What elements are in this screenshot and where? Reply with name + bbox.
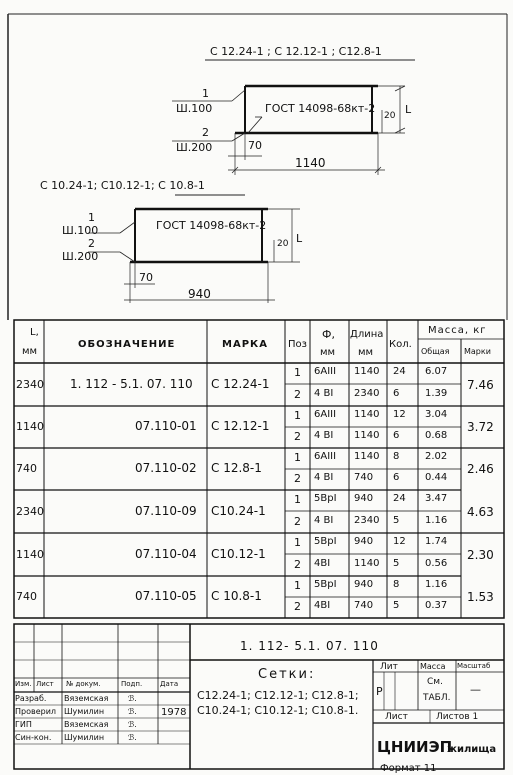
row-length: 740 [354, 600, 374, 611]
hdr-designation: ОБОЗНАЧЕНИЕ [78, 339, 176, 350]
doc-code: 1. 112- 5.1. 07. 110 [240, 639, 379, 653]
row-pos: 2 [294, 557, 301, 571]
role-sign: ℬ. [128, 707, 137, 716]
row-mark: С 12.24-1 [211, 376, 270, 391]
row-mass-mark: 7.46 [467, 377, 494, 392]
row-pos: 1 [294, 536, 301, 549]
row-designation: 07.110-09 [135, 503, 197, 518]
row-length: 1140 [354, 557, 380, 569]
row-designation: 07.110-01 [135, 419, 197, 433]
mid-bar1-label: 1 [88, 211, 95, 224]
hdr-pos: Поз [288, 339, 307, 350]
hdr-mass: Масса, кг [428, 325, 487, 336]
row-pos: 1 [294, 493, 301, 506]
mass-value-2: ТАБЛ. [423, 693, 451, 703]
mid-dim-length: 940 [188, 287, 211, 301]
row-diam: 4ВI [314, 600, 331, 611]
mid-gost: ГОСТ 14098-68кт-2 [156, 219, 267, 232]
row-pos: 2 [294, 472, 301, 485]
col-list: Лист [36, 680, 54, 688]
role-label: ГИП [15, 720, 32, 729]
row-mass-mark: 2.30 [467, 547, 494, 562]
role-sign: ℬ. [128, 720, 137, 729]
role-label: Разраб. [15, 694, 47, 703]
top-dim-length: 1140 [295, 156, 326, 170]
row-mark: С10.24-1 [211, 503, 266, 518]
mass-label: Масса [420, 662, 446, 671]
row-qty: 5 [393, 514, 400, 526]
row-pos: 1 [294, 366, 301, 379]
row-qty: 12 [393, 409, 406, 420]
hdr-qty: Кол. [389, 339, 412, 350]
top-dim-70: 70 [248, 139, 262, 152]
col-doc: № докум. [66, 680, 101, 688]
row-length: 940 [354, 579, 374, 590]
row-mass: 0.56 [425, 557, 448, 569]
mid-dim-70: 70 [139, 271, 153, 284]
role-label: Проверил [15, 707, 57, 716]
row-L: 1140 [16, 547, 44, 561]
hdr-l-unit: мм [22, 346, 38, 357]
col-date: Дата [160, 680, 179, 688]
mid-dim-L: L [296, 232, 303, 245]
mid-bar2-spec: Ш.200 [62, 250, 99, 263]
row-L: 740 [16, 462, 37, 475]
row-length: 740 [354, 472, 374, 483]
row-diam: 4 ВI [314, 430, 334, 441]
row-pos: 1 [294, 409, 301, 422]
scale-label: Масштаб [457, 662, 491, 670]
top-bar2-spec: Ш.200 [176, 141, 213, 154]
row-length: 2340 [354, 514, 380, 526]
row-mass: 1.16 [425, 579, 448, 590]
row-mass: 0.68 [425, 430, 448, 441]
row-pos: 2 [294, 600, 301, 613]
row-mass: 2.02 [425, 451, 448, 462]
row-length: 2340 [354, 387, 380, 399]
role-label: Син-кон. [15, 733, 52, 742]
row-length: 1140 [354, 409, 380, 420]
row-diam: 6АIII [314, 366, 337, 377]
row-mass-mark: 1.53 [467, 590, 494, 604]
hdr-length-unit: мм [358, 347, 374, 358]
row-pos: 2 [294, 430, 301, 443]
top-gost: ГОСТ 14098-68кт-2 [265, 102, 376, 115]
row-qty: 24 [393, 366, 406, 377]
row-pos: 2 [294, 387, 301, 401]
row-diam: 6АIII [314, 451, 337, 462]
row-mass: 0.37 [425, 600, 448, 611]
row-L: 2340 [16, 377, 44, 391]
role-date: 1978 [161, 707, 187, 718]
row-diam: 5ВрI [314, 579, 337, 590]
lit-value: Р [376, 685, 383, 698]
hdr-diam-unit: мм [320, 347, 336, 358]
row-designation: 07.110-02 [135, 461, 197, 475]
row-mass-mark: 3.72 [467, 420, 494, 434]
format-label: Формат 11 [380, 763, 437, 774]
row-length: 1140 [354, 451, 380, 462]
role-name: Вяземская [64, 720, 109, 729]
top-bar2-label: 2 [202, 126, 209, 139]
top-dim-L: L [405, 103, 412, 116]
row-mass: 6.07 [425, 366, 448, 377]
row-qty: 5 [393, 600, 400, 611]
row-designation: 1. 112 - 5.1. 07. 110 [70, 376, 193, 391]
mid-bar1-spec: Ш.100 [62, 224, 99, 237]
row-diam: 4 ВI [314, 472, 334, 483]
row-L: 1140 [16, 420, 44, 433]
marks-line2: С10.24-1; С10.12-1; С10.8-1. [197, 704, 359, 717]
hdr-mark: МАРКА [222, 339, 268, 350]
col-sign: Подп. [121, 680, 143, 688]
row-diam: 5ВрI [314, 536, 337, 547]
row-diam: 4ВI [314, 557, 331, 569]
mid-drawing-title: С 10.24-1; С10.12-1; С 10.8-1 [40, 179, 205, 192]
top-bar1-spec: Ш.100 [176, 102, 213, 115]
row-qty: 24 [393, 493, 406, 504]
row-qty: 12 [393, 536, 406, 547]
role-sign: ℬ. [128, 694, 137, 703]
row-mass: 1.39 [425, 387, 448, 399]
marks-line1: С12.24-1; С12.12-1; С12.8-1; [197, 689, 359, 702]
row-mark: С 12.12-1 [211, 419, 270, 433]
top-bar1-label: 1 [202, 87, 209, 100]
row-mass: 3.04 [425, 409, 448, 420]
org-sub: жилища [447, 744, 497, 755]
row-mark: С 10.8-1 [211, 589, 262, 603]
hdr-length: Длина [350, 329, 384, 340]
row-qty: 8 [393, 451, 400, 462]
role-name: Шумилин [64, 733, 105, 742]
row-mark: С10.12-1 [211, 546, 266, 561]
lit-label: Лит [380, 662, 398, 672]
row-mass-mark: 4.63 [467, 504, 494, 519]
role-name: Шумилин [64, 707, 105, 716]
row-qty: 6 [393, 430, 400, 441]
row-L: 740 [16, 590, 37, 603]
row-length: 940 [354, 493, 374, 504]
row-pos: 2 [294, 514, 301, 528]
org-name: ЦНИИЭП [377, 738, 453, 756]
col-izm: Изм. [15, 680, 32, 688]
sheets-label: Листов 1 [436, 712, 479, 722]
row-L: 2340 [16, 504, 44, 518]
row-mass: 1.16 [425, 514, 448, 526]
row-diam: 5ВрI [314, 493, 337, 504]
hdr-l: L, [30, 327, 39, 338]
role-name: Вяземская [64, 694, 109, 703]
row-mass-mark: 2.46 [467, 462, 494, 476]
sheet-label: Лист [385, 712, 408, 722]
row-designation: 07.110-05 [135, 589, 197, 603]
row-mass: 0.44 [425, 472, 448, 483]
top-drawing-title: С 12.24-1 ; С 12.12-1 ; С12.8-1 [210, 45, 382, 58]
row-mass: 3.47 [425, 493, 448, 504]
sheet-title: Сетки: [258, 667, 316, 682]
row-length: 1140 [354, 430, 380, 441]
scale-value: — [470, 683, 481, 696]
row-mark: С 12.8-1 [211, 461, 262, 475]
mid-bar2-label: 2 [88, 237, 95, 250]
row-qty: 8 [393, 579, 400, 590]
row-qty: 5 [393, 557, 400, 569]
hdr-mass-total: Общая [421, 347, 450, 356]
mass-value-1: См. [427, 677, 443, 687]
row-pos: 1 [294, 451, 301, 464]
row-diam: 6АIII [314, 409, 337, 420]
mid-dim-20: 20 [277, 239, 289, 249]
hdr-mass-mark: Марки [464, 347, 491, 356]
row-mass: 1.74 [425, 536, 448, 547]
row-diam: 4 ВI [314, 514, 334, 526]
hdr-diam: Ф, [322, 328, 335, 341]
row-length: 1140 [354, 366, 380, 377]
row-qty: 6 [393, 472, 400, 483]
row-pos: 1 [294, 579, 301, 592]
row-length: 940 [354, 536, 374, 547]
row-designation: 07.110-04 [135, 546, 197, 561]
row-qty: 6 [393, 387, 400, 399]
role-sign: ℬ. [128, 733, 137, 742]
row-diam: 4 ВI [314, 387, 334, 399]
top-dim-20: 20 [384, 111, 396, 121]
